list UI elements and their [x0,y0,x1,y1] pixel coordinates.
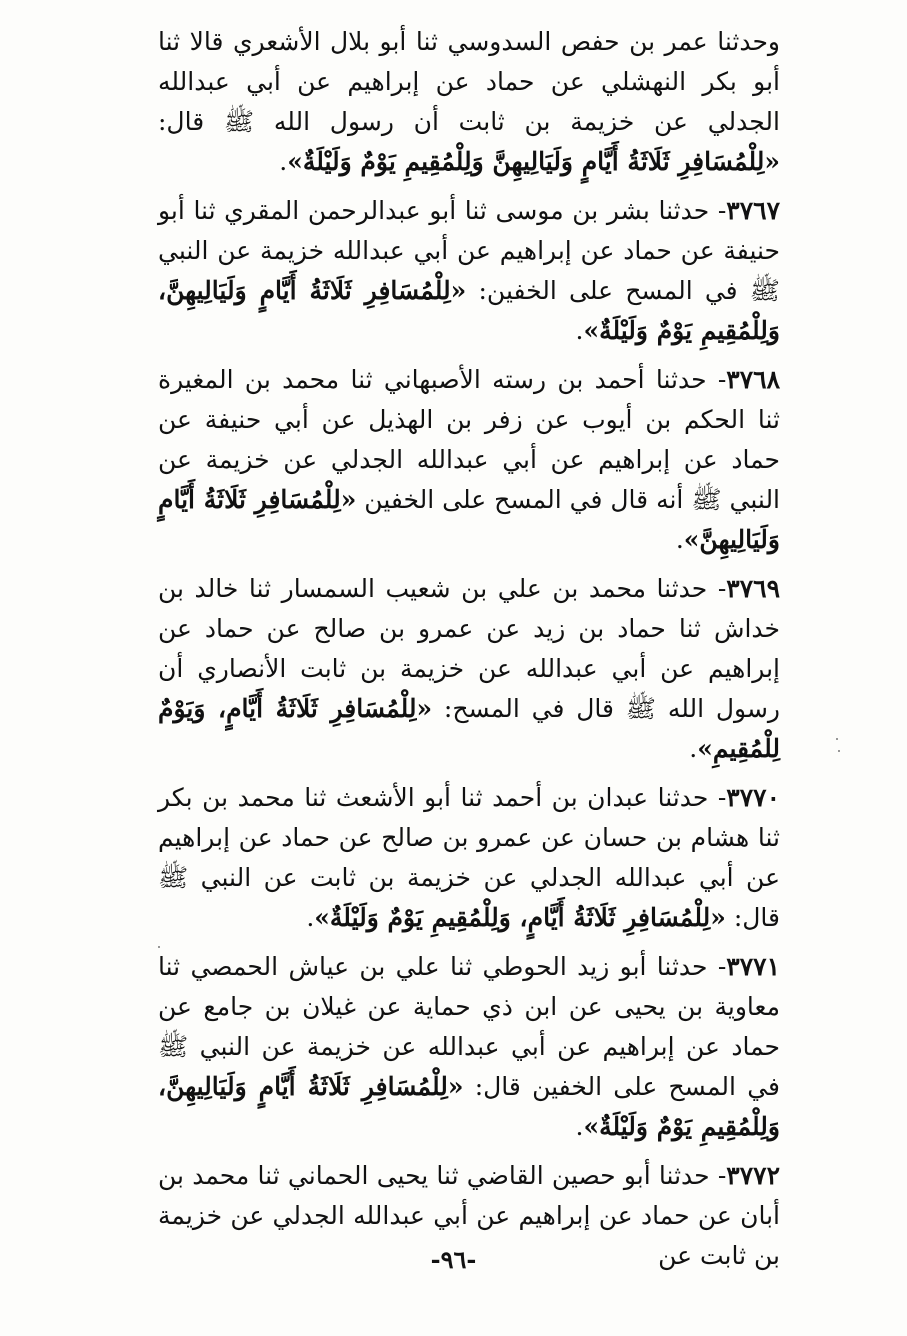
paragraph-text: - حدثنا أبو حصين القاضي ثنا يحيى الحماني ثنا محمد بن أبان عن حماد عن إبراهيم عن أبي عبدالله الجدلي عن خزيمة بن ثابت عن [158,1161,780,1270]
paragraph-end: . [279,147,288,176]
scan-speck [838,750,840,752]
main-text [158,22,780,1285]
paragraph [158,947,780,1147]
paragraph-text: - حدثنا أحمد بن رسته الأصبهاني ثنا محمد بن المغيرة ثنا الحكم بن أيوب عن زفر بن الهذيل عن أبي حنيفة عن حماد عن إبراهيم عن أبي عبدالله الجدلي عن خزيمة عن النبي ﷺ أنه قال في المسح على الخفين [158,365,781,514]
paragraph-end: . [675,525,684,554]
paragraph-text: - حدثنا محمد بن علي بن شعيب السمسار ثنا خالد بن خداش ثنا حماد بن زيد عن عمرو بن صالح عن حماد عن إبراهيم عن أبي عبدالله عن خزيمة بن ثابت الأنصاري أن رسول الله ﷺ قال في المسح: [158,574,780,723]
paragraph-end: . [306,903,315,932]
paragraph [158,360,780,560]
paragraph-text: وحدثنا عمر بن حفص السدوسي ثنا أبو بلال الأشعري قالا ثنا أبو بكر النهشلي عن حماد عن إبراهيم عن أبي عبدالله الجدلي عن خزيمة بن ثابت أن رسول الله ﷺ قال: [158,27,780,136]
hadith-quote: «لِلْمُسَافِرِ ثَلَاثَةُ أَيَّامٍ وَلَيَالِيهِنَّ، وَلِلْمُقِيمِ يَوْمٌ وَلَيْلَةٌ» [158,276,780,345]
paragraph [158,778,780,938]
scan-speck [158,946,160,948]
hadith-quote: «لِلْمُسَافِرِ ثَلَاثَةُ أَيَّامٍ وَلَيَالِيهِنَّ» [158,485,780,554]
hadith-number: ٣٧٦٧ [726,196,780,225]
paragraph [158,569,780,769]
hadith-quote: «لِلْمُسَافِرِ ثَلَاثَةُ أَيَّامٍ، وَلِلْمُقِيمِ يَوْمٌ وَلَيْلَةٌ» [314,903,726,932]
paragraph-end: . [575,1112,584,1141]
hadith-quote: «لِلْمُسَافِرِ ثَلَاثَةُ أَيَّامٍ وَلَيَالِيهِنَّ وَلِلْمُقِيمِ يَوْمٌ وَلَيْلَةٌ» [287,147,780,176]
hadith-number: ٣٧٧١ [726,952,780,981]
hadith-number: ٣٧٦٨ [726,365,780,394]
hadith-quote: «لِلْمُسَافِرِ ثَلَاثَةُ أَيَّامٍ، وَيَوْمٌ لِلْمُقِيمِ» [158,694,780,763]
paragraph [158,191,780,351]
paragraph-end: . [575,316,584,345]
page-number: -٩٦- [430,1245,477,1274]
hadith-quote: «لِلْمُسَافِرِ ثَلَاثَةُ أَيَّامٍ وَلَيَالِيهِنَّ، وَلِلْمُقِيمِ يَوْمٌ وَلَيْلَةٌ» [158,1072,780,1141]
paragraph-text: - حدثنا بشر بن موسى ثنا أبو عبدالرحمن المقري ثنا أبو حنيفة عن حماد عن إبراهيم عن أبي عبدالله خزيمة عن النبي ﷺ في المسح على الخفين: [158,196,780,305]
paragraph-text: - حدثنا عبدان بن أحمد ثنا أبو الأشعث ثنا محمد بن بكر ثنا هشام بن حسان عن عمرو بن صالح عن حماد عن إبراهيم عن أبي عبدالله الجدلي عن خزيمة بن ثابت عن النبي ﷺ قال: [158,783,780,932]
paragraph [158,22,780,182]
hadith-number: ٣٧٧٠ [726,783,780,812]
hadith-number: ٣٧٦٩ [726,574,780,603]
paragraph-end: . [689,734,698,763]
scan-speck [836,738,838,740]
paragraph-text: - حدثنا أبو زيد الحوطي ثنا علي بن عياش الحمصي ثنا معاوية بن يحيى عن ابن ذي حماية عن غيلان بن جامع عن حماد عن إبراهيم عن أبي عبدالله عن خزيمة عن النبي ﷺ في المسح على الخفين قال: [158,952,780,1101]
hadith-number: ٣٧٧٢ [726,1161,780,1190]
